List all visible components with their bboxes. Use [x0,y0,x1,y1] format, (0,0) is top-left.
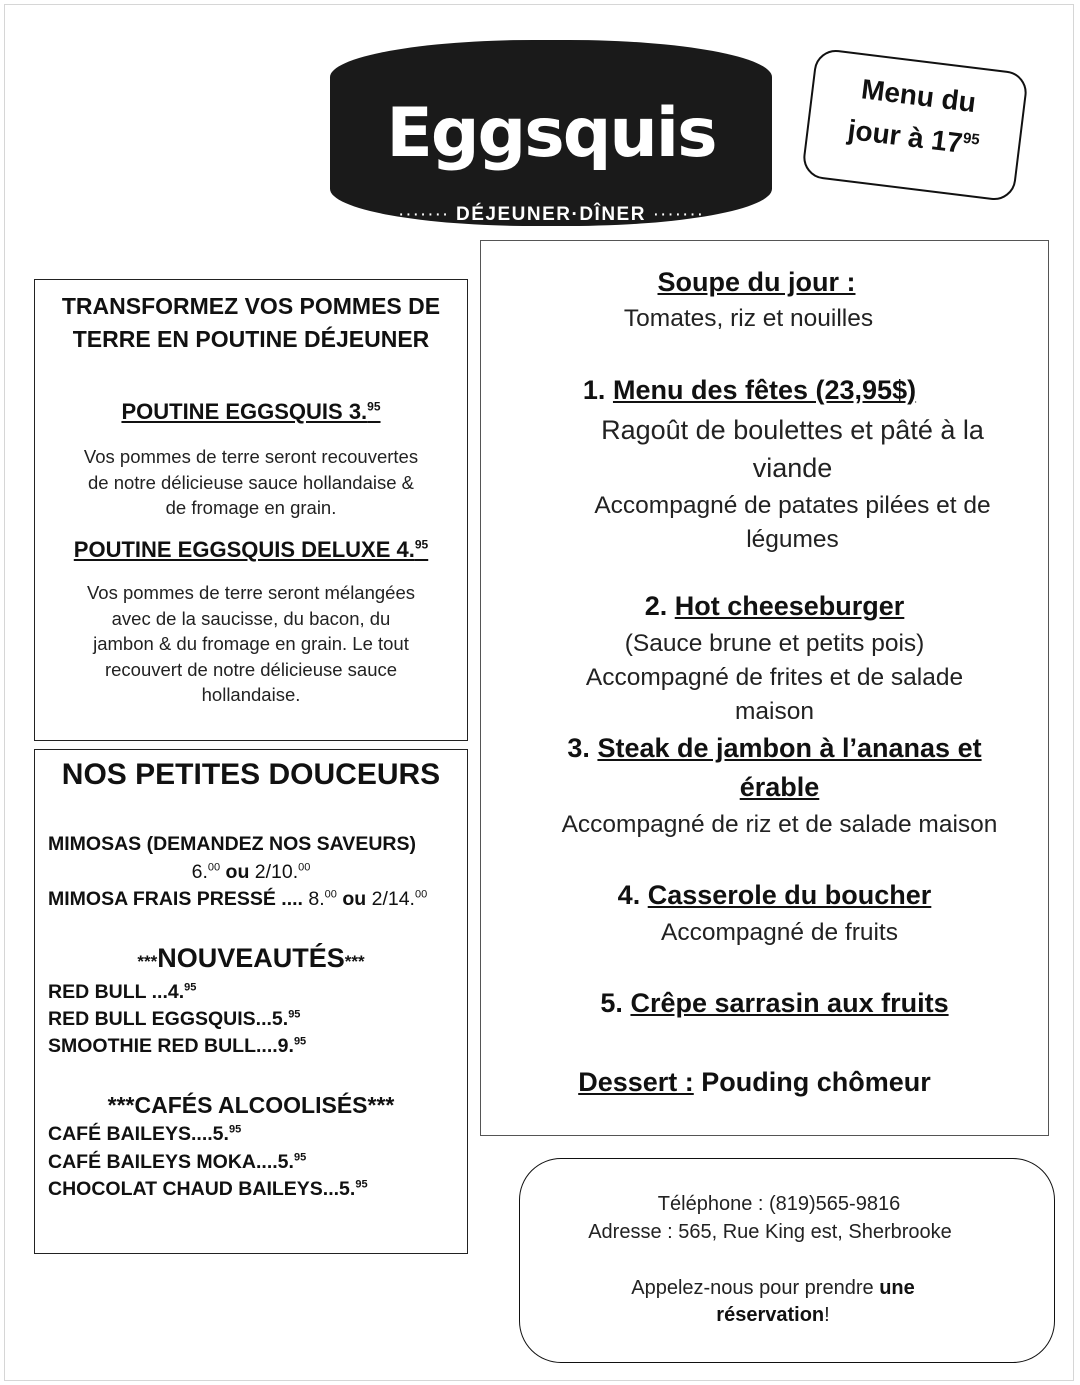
drink-label: CAFÉ BAILEYS MOKA....5. [48,1151,294,1173]
price-cents: 95 [184,981,197,994]
price-group [372,888,428,910]
description-line: recouvert de notre délicieuse sauce [104,658,398,680]
menu-item-2-desc-line-2: maison [735,698,814,725]
item-number: 4. [617,880,641,910]
menu-item-4-title [501,880,1048,911]
cafes-title: CAFÉS ALCOOLISÉS [134,1092,368,1118]
price-group [308,888,337,910]
logo-dots-left: ······· [397,204,450,225]
poutine-item-title-text: POUTINE EGGSQUIS 3. [121,399,368,424]
item-number: 5. [600,988,623,1018]
menu-line [48,1008,300,1031]
menu-line [48,981,196,1004]
stars-decoration: *** [137,952,158,971]
description-line: de notre délicieuse sauce hollandaise & [87,471,415,493]
menu-item-5-title [501,988,1048,1019]
contact-address: Adresse : 565, Rue King est, Sherbrooke [588,1221,952,1243]
douceurs-title: NOS PETITES DOUCEURS [61,758,441,791]
drink-label: CAFÉ BAILEYS....5. [48,1123,229,1145]
contact-box [519,1158,1055,1363]
poutine-heading-line-2: TERRE EN POUTINE DÉJEUNER [72,326,430,352]
price-cents: 00 [207,861,221,874]
nouveautes-heading [35,943,467,974]
price-cents: 95 [293,1151,307,1164]
price-cents: 95 [355,1178,368,1191]
reservation-bold-text: une [879,1277,915,1299]
logo-dots-right: ······· [652,204,705,225]
menu-item-1-subtitle-line-2: viande [752,453,833,483]
price-cents: 95 [288,1008,301,1021]
dessert-line [461,1067,1048,1098]
menu-item-2-desc-line-1: Accompagné de frites et de salade [585,664,964,691]
or-text: ou [342,888,367,910]
item-number: 2. [644,591,668,621]
poutine-heading [35,290,467,356]
daily-menu-box [480,240,1049,1136]
menu-item-2-title [501,591,1048,622]
poutine-item-description [55,444,447,521]
item-title: érable [739,772,820,802]
menu-line [48,1035,306,1058]
price-text: 6. [191,861,208,883]
menu-line [48,1123,241,1146]
logo-tagline-row [330,204,772,226]
soupe-label-text: Soupe du jour : [657,267,856,297]
description-line: hollandaise. [201,684,301,705]
price-cents: 00 [414,888,428,901]
soupe-description: Tomates, riz et nouilles [623,305,874,332]
drink-label: CHOCOLAT CHAUD BAILEYS...5. [48,1178,356,1200]
reservation-suffix: ! [824,1304,830,1326]
poutine-item-cents: 95 [367,399,381,414]
poutine-deluxe-description [55,580,447,708]
poutine-deluxe-title-text: POUTINE EGGSQUIS DELUXE 4. [73,537,415,562]
menu-du-jour-badge [801,47,1029,202]
description-line: avec de la saucisse, du bacon, du [111,607,391,629]
description-line: de fromage en grain. [165,497,337,518]
mimosa-frais-line [48,888,427,911]
menu-item-2-subtitle: (Sauce brune et petits pois) [624,630,925,657]
menu-item-1-desc-line-1: Accompagné de patates pilées et de [594,492,991,519]
eggsquis-logo [330,40,772,226]
nouveautes-title: NOUVEAUTÉS [157,943,345,973]
description-line: jambon & du fromage en grain. Le tout [93,633,409,654]
reservation-line-2 [492,1304,1054,1327]
contact-phone: Téléphone : (819)565-9816 [657,1193,901,1215]
poutine-heading-line-1: TRANSFORMEZ VOS POMMES DE [61,293,441,319]
menu-item-1-title [451,375,1048,406]
item-title: Menu des fêtes (23,95$) [612,375,917,405]
logo-tagline: DÉJEUNER·DÎNER [456,204,646,225]
stars-decoration: *** [344,952,365,971]
description-line: Vos pommes de terre seront mélangées [86,582,416,603]
stars-decoration: *** [107,1092,135,1118]
dessert-label: Dessert : [578,1067,694,1097]
item-title: Casserole du boucher [647,880,932,910]
mimosas-price [35,861,467,884]
douceurs-box [34,749,468,1254]
price-cents: 95 [293,1035,307,1048]
cafes-heading [35,1092,467,1119]
drink-label: RED BULL ...4. [48,981,185,1003]
menu-line [48,1178,368,1201]
reservation-bold-text: réservation [716,1304,825,1326]
item-title: Hot cheeseburger [674,591,905,621]
or-text: ou [225,861,250,883]
menu-item-1-subtitle-line-1: Ragoût de boulettes et pâté à la [601,415,984,445]
price-text: 8. [308,888,325,910]
poutine-item-title [35,399,467,425]
logo-name: Eggsquis [386,94,716,173]
description-line: Vos pommes de terre seront recouvertes [83,446,419,467]
badge-line-1: Menu du [859,73,978,119]
price-text: 2/14. [371,888,415,910]
poutine-deluxe-title [35,537,467,563]
drink-label: RED BULL EGGSQUIS...5. [48,1008,289,1030]
item-title: Crêpe sarrasin aux fruits [630,988,949,1018]
badge-price: jour à 17 [846,113,965,159]
price-cents: 00 [298,861,311,874]
menu-item-1-desc-line-2: légumes [746,526,839,553]
dessert-value: Pouding chômeur [701,1067,931,1097]
price-cents: 00 [324,888,337,901]
menu-line [48,1151,306,1174]
item-number: 3. [567,733,590,763]
menu-item-3-description: Accompagné de riz et de salade maison [561,811,998,838]
mimosa-frais-label: MIMOSA FRAIS PRESSÉ .... [48,888,303,910]
item-title: Steak de jambon à l’ananas et [597,733,982,763]
price-text: 2/10. [254,861,299,883]
reservation-text: Appelez-nous pour prendre [631,1277,874,1299]
poutine-deluxe-cents: 95 [414,537,429,552]
badge-price-cents: 95 [961,129,981,149]
reservation-line-1 [492,1277,1054,1300]
menu-item-3-title-line-1 [501,733,1048,764]
menu-item-4-description: Accompagné de fruits [661,919,898,946]
mimosas-label: MIMOSAS (DEMANDEZ NOS SAVEURS) [48,833,416,855]
menu-item-3-title-line-2 [511,772,1048,803]
poutine-box [34,279,468,741]
price-cents: 95 [228,1123,242,1136]
item-number: 1. [582,375,606,405]
drink-label: SMOOTHIE RED BULL....9. [48,1035,294,1057]
stars-decoration: *** [367,1092,395,1118]
soupe-label [465,267,1048,298]
